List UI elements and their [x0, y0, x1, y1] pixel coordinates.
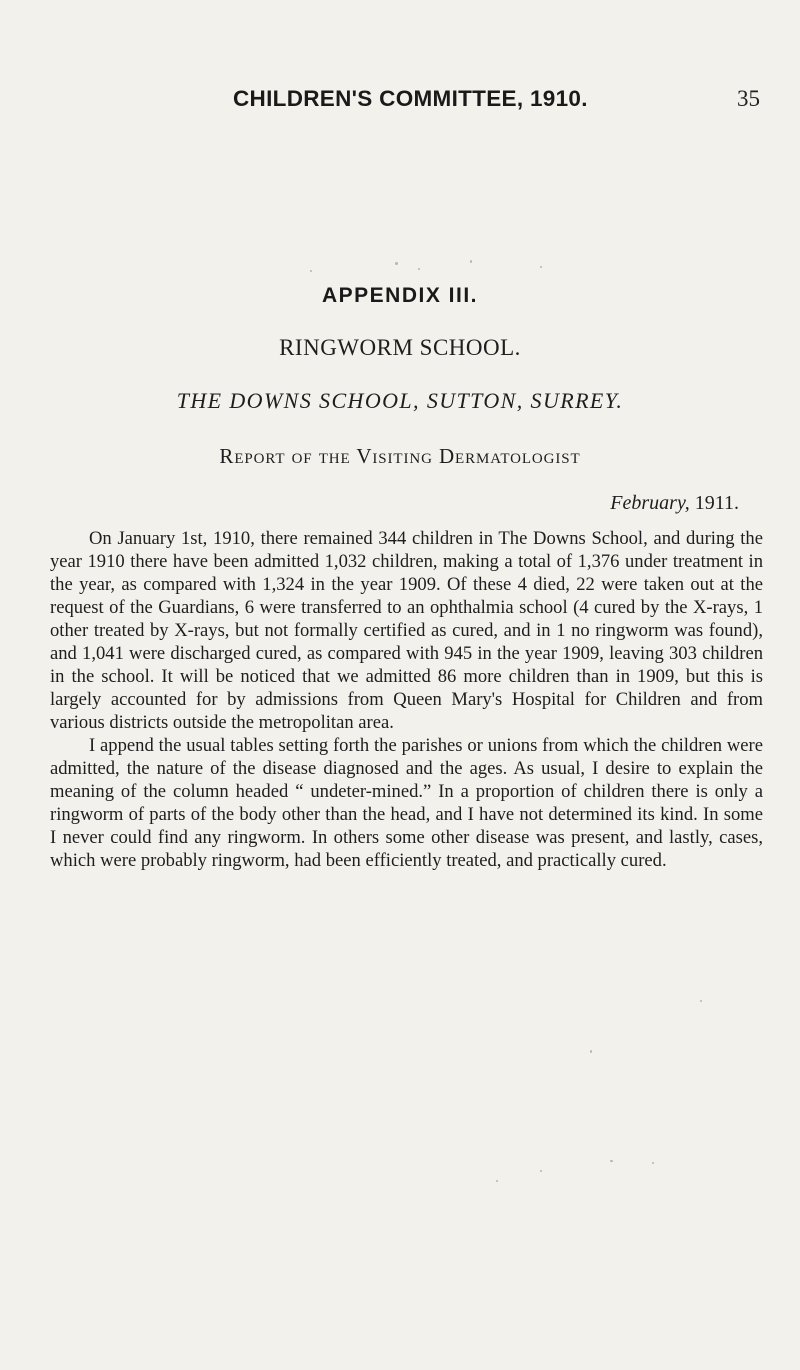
report-date-year: 1911.	[689, 492, 739, 514]
report-body	[50, 527, 763, 872]
page-number: 35	[737, 86, 760, 111]
body-paragraph: On January 1st, 1910, there remained 344 children in The Downs School, and during the year 1910 there have been admitted 1,032 children, making a total of 1,376 under treatment in the year, as compared with 1,324 in the year 1909. Of these 4 died, 22 were taken out at the request of the Guardians, 6 were transferred to an ophthalmia school (4 cured by the X-rays, 1 other treated by X-rays, but not formally certified as cured, and in 1 no ringworm was found), and 1,041 were discharged cured, as compared with 945 in the year 1909, leaving 303 children in the school. It will be noticed that we admitted 86 more children than in 1909, but this is largely accounted for by admissions from Queen Mary's Hospital for Children and from various districts outside the metropolitan area.	[50, 528, 763, 733]
section-title: RINGWORM SCHOOL.	[279, 335, 521, 360]
body-paragraph: I append the usual tables setting forth the parishes or unions from which the children were admitted, the nature of the disease diagnosed and the ages. As usual, I desire to explain the meaning of the column headed “ undeter-mined.” In a proportion of children there is only a ringworm of parts of the body other than the head, and I have not determined its kind. In some I never could find any ringworm. In others some other disease was present, and lastly, cases, which were probably ringworm, had been efficiently treated, and practically cured.	[50, 735, 763, 871]
appendix-title: APPENDIX III.	[321, 284, 479, 307]
report-title: Report of the Visiting Dermatologist	[219, 444, 581, 468]
running-head	[0, 86, 800, 116]
school-title: THE DOWNS SCHOOL, SUTTON, SURREY.	[176, 388, 624, 413]
report-date	[610, 492, 739, 515]
report-date-month: February,	[610, 492, 690, 514]
running-title: CHILDREN'S COMMITTEE, 1910.	[233, 86, 588, 111]
